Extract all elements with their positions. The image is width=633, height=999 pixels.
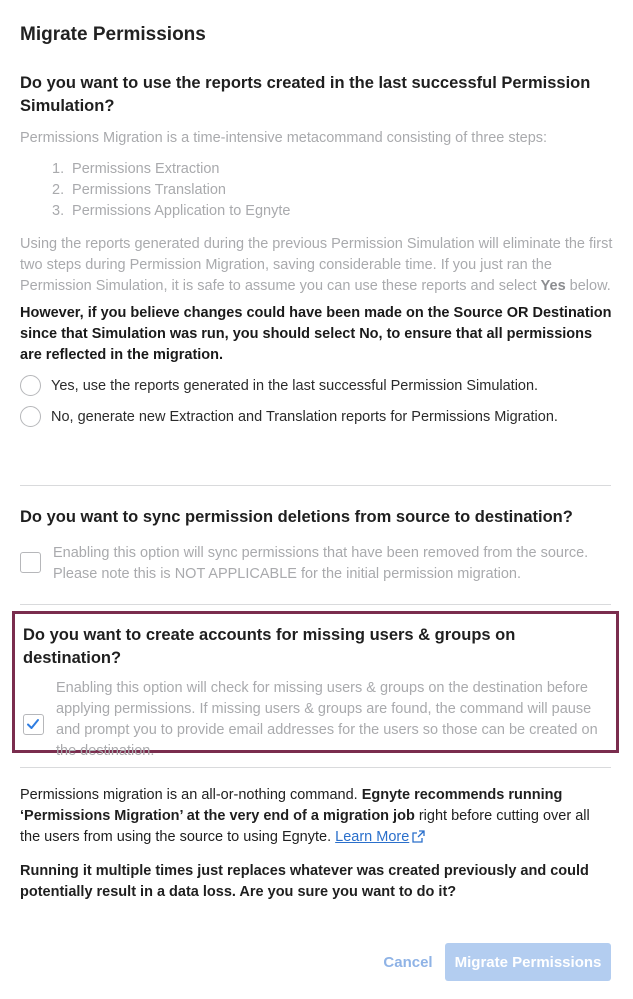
- divider: [20, 604, 611, 605]
- divider: [20, 485, 611, 486]
- summary-section: [20, 785, 610, 903]
- steps-list: [20, 159, 615, 222]
- migrate-permissions-button[interactable]: Migrate Permissions: [445, 943, 611, 981]
- create-accounts-label[interactable]: Enabling this option will check for missing users & groups on the destination before applying permissions. If missing users & groups are found, the command will pause and prompt you to provide email addresses for the users so those can be created on the destination.: [56, 680, 598, 759]
- radio-yes[interactable]: [20, 375, 41, 396]
- list-item: 3. Permissions Application to Egnyte: [52, 203, 291, 219]
- learn-more-link[interactable]: Learn More: [335, 829, 410, 845]
- sync-question-heading: Do you want to sync permission deletions from source to destination?: [20, 508, 573, 526]
- reports-question-heading: Do you want to use the reports created in the last successful Permission Simulation?: [20, 74, 591, 115]
- radio-no[interactable]: [20, 406, 41, 427]
- accounts-question-heading: Do you want to create accounts for missing users & groups on destination?: [23, 626, 516, 667]
- radio-option-yes[interactable]: [20, 374, 615, 397]
- radio-yes-label[interactable]: Yes, use the reports generated in the last successful Permission Simulation.: [51, 377, 539, 394]
- final-warning: Running it multiple times just replaces whatever was created previously and could potentially result in a data loss. Are you sure you want to do it?: [20, 863, 589, 900]
- warning-text: However, if you believe changes could have been made on the Source OR Destination since that Simulation was run, you should select No, to ensure that all permissions are reflected in the migration.: [20, 305, 612, 363]
- list-item: 1. Permissions Extraction: [52, 161, 220, 177]
- summary-text: Permissions migration is an all-or-nothing command. Egnyte recommends running ‘Permissions Migration’ at the very end of a migration job right before cutting over all the users from using the source to using Egnyte. Learn More: [20, 787, 590, 845]
- intro-text: Permissions Migration is a time-intensive metacommand consisting of three steps:: [20, 130, 548, 146]
- sync-deletions-section: [20, 506, 615, 585]
- external-link-icon[interactable]: [412, 830, 425, 843]
- explanation-text: Using the reports generated during the previous Permission Simulation will eliminate the first two steps during Permission Migration, saving considerable time. If you just ran the Permission Simulation, it is safe to assume you can use these reports and select Yes below.: [20, 236, 613, 294]
- cancel-button[interactable]: Cancel: [378, 948, 438, 976]
- divider: [20, 767, 611, 768]
- checkmark-icon: [26, 717, 40, 731]
- sync-deletions-label[interactable]: Enabling this option will sync permissions that have been removed from the source. Please note this is NOT APPLICABLE for the initial permission migration.: [53, 545, 589, 582]
- sync-deletions-checkbox[interactable]: [20, 552, 41, 573]
- radio-no-label[interactable]: No, generate new Extraction and Translation reports for Permissions Migration.: [51, 408, 558, 425]
- list-item: 2. Permissions Translation: [52, 182, 226, 198]
- create-accounts-checkbox[interactable]: [23, 714, 44, 735]
- radio-option-no[interactable]: [20, 405, 615, 428]
- create-accounts-section: [12, 611, 619, 759]
- reports-section: [20, 72, 615, 428]
- dialog-title: Migrate Permissions: [20, 24, 206, 45]
